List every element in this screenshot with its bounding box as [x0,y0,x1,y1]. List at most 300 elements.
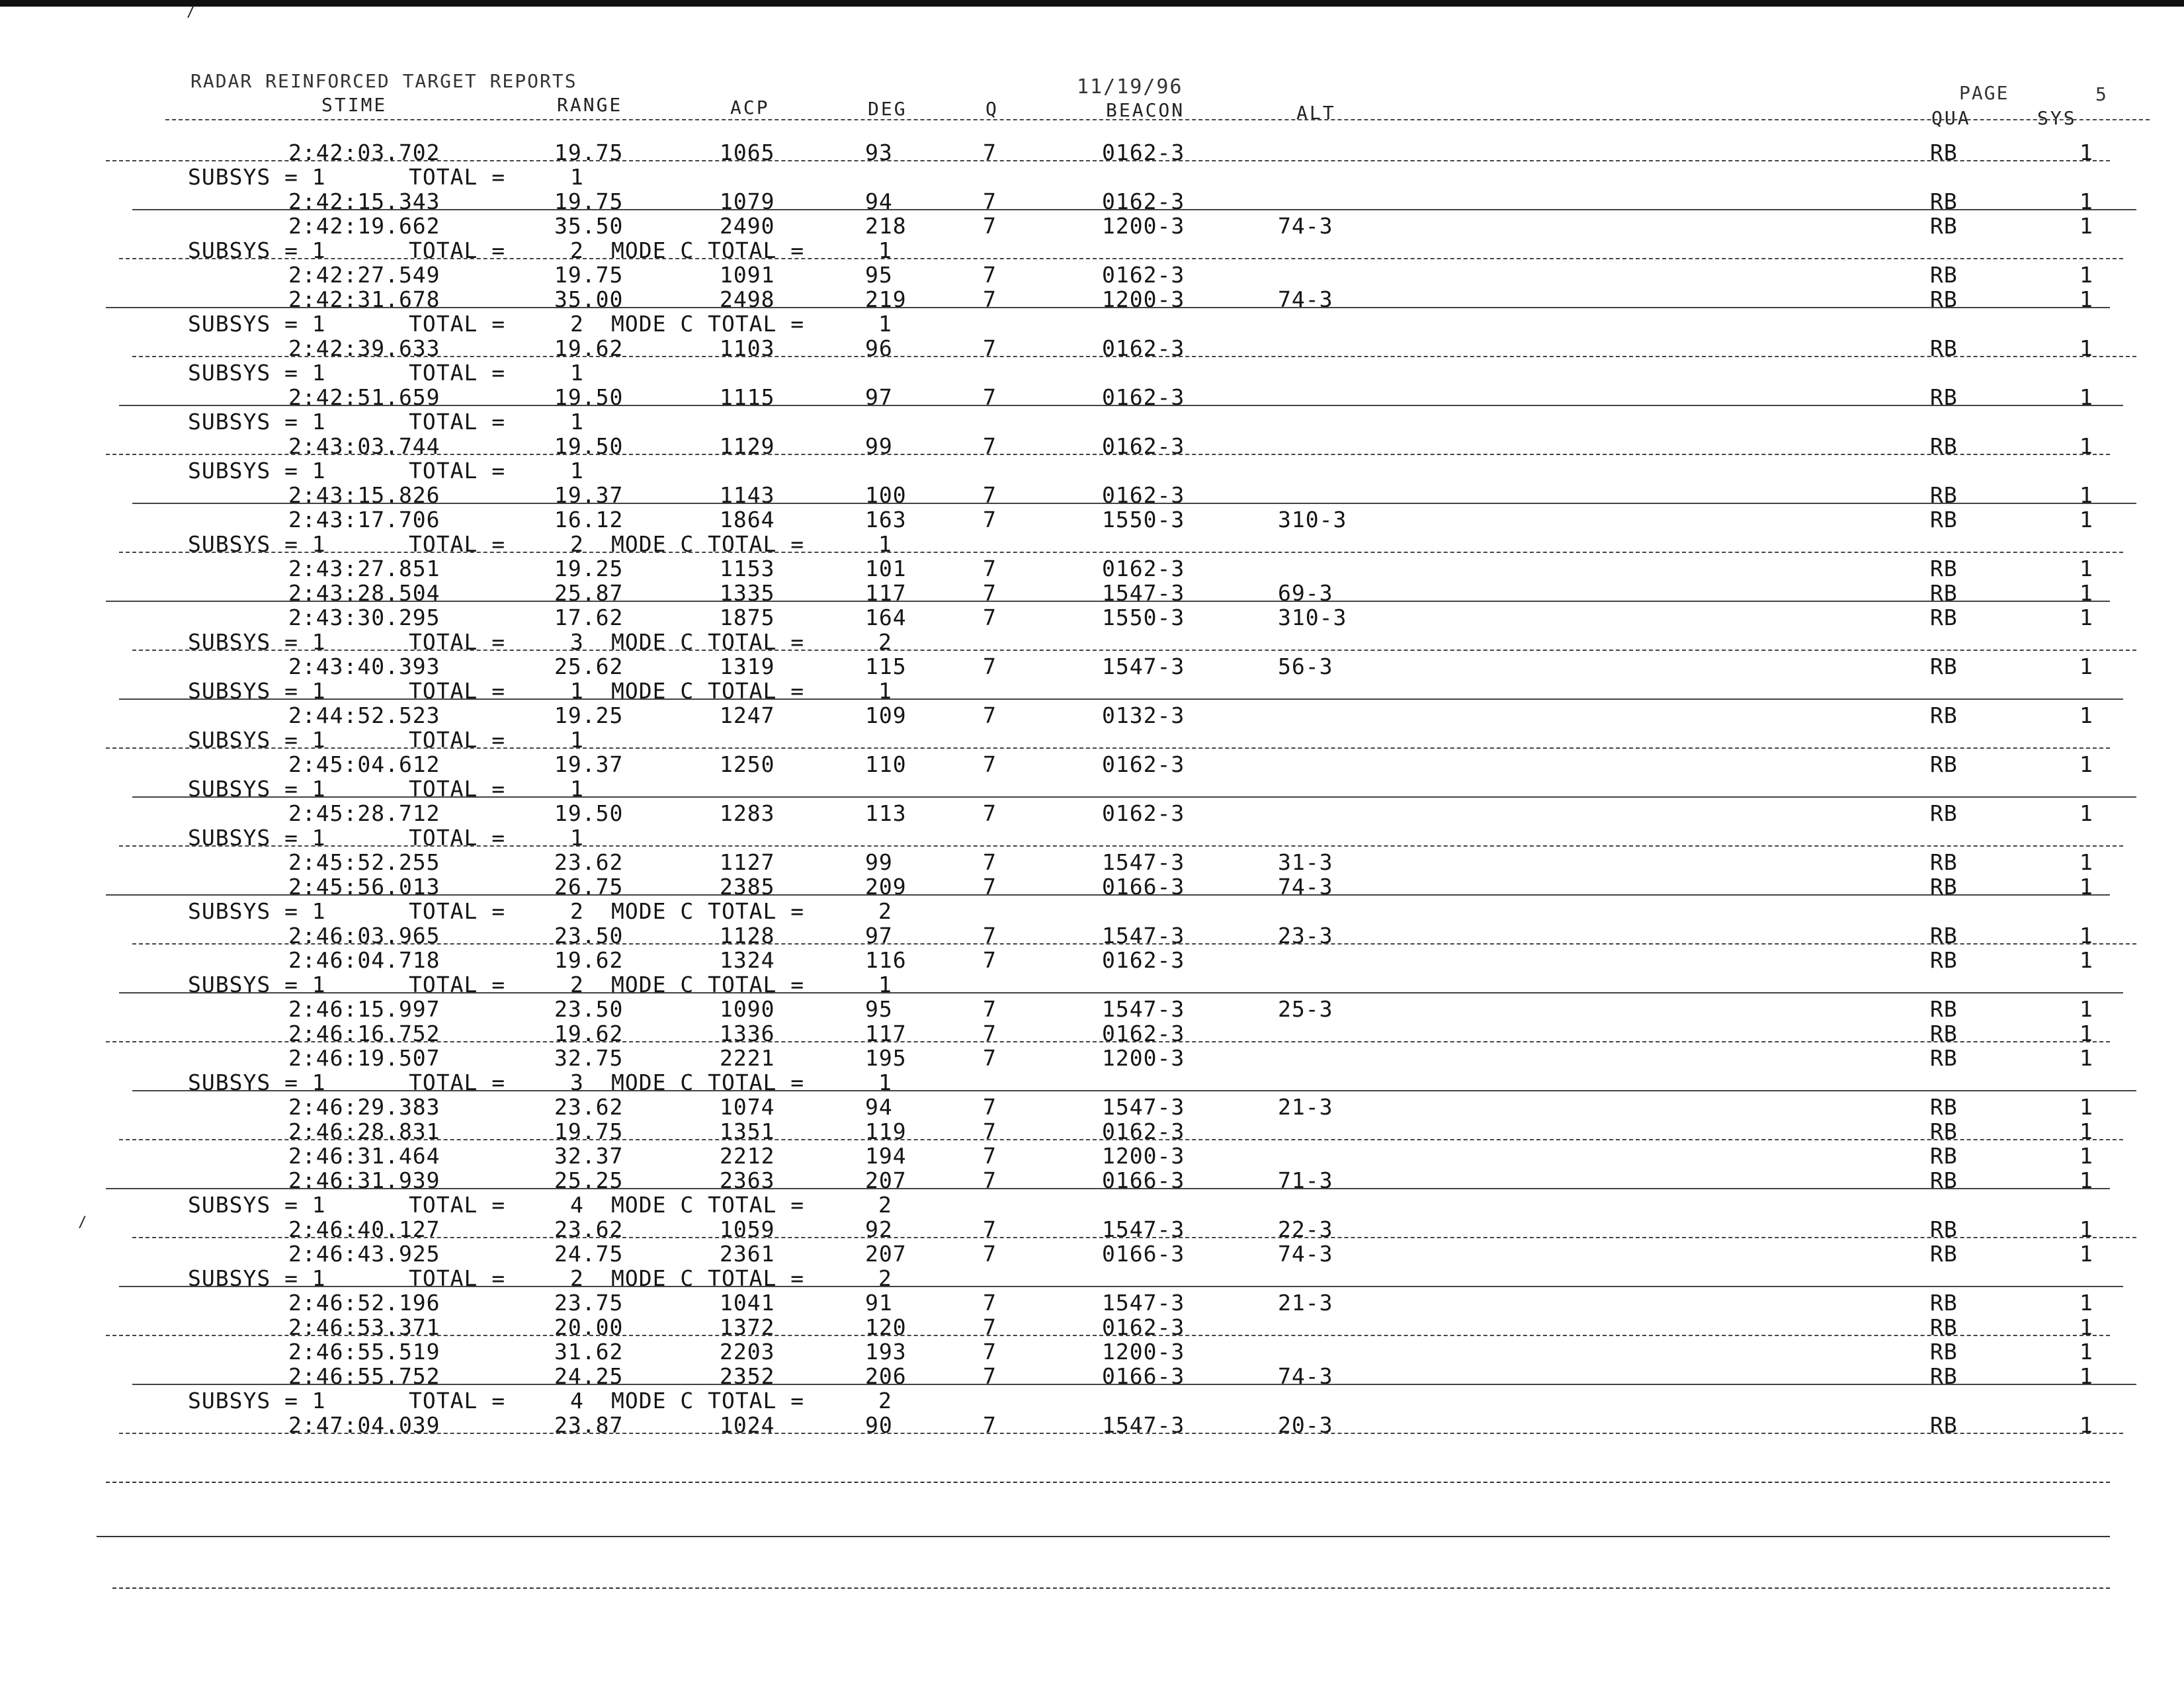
total-label: TOTAL = [409,311,506,337]
range-cell: 17.62 [554,605,624,630]
sys-cell: 1 [2079,702,2093,728]
subsys-label: SUBSYS = 1 [188,678,326,704]
total-label: TOTAL = [409,1388,506,1414]
subsys-label: SUBSYS = 1 [188,164,326,190]
acp-cell: 1041 [720,1290,775,1316]
q-cell: 7 [983,1241,997,1267]
beacon-cell: 0162-3 [1102,189,1185,214]
subsys-label: SUBSYS = 1 [188,409,326,435]
column-header-beacon: BEACON [1106,99,1185,121]
range-cell: 32.75 [554,1045,624,1071]
sys-cell: 1 [2079,1167,2093,1193]
subsys-label: SUBSYS = 1 [188,898,326,924]
column-header-range: RANGE [557,94,623,116]
deg-cell: 195 [865,1045,907,1071]
beacon-cell: 0162-3 [1102,433,1185,459]
range-cell: 23.87 [554,1412,624,1438]
q-cell: 7 [983,1290,997,1316]
total-label: TOTAL = [409,164,506,190]
time-cell: 2:46:04.718 [288,947,441,973]
deg-cell: 117 [865,580,907,606]
time-cell: 2:43:30.295 [288,605,441,630]
report-title: RADAR REINFORCED TARGET REPORTS [190,70,577,92]
alt-cell: 74-3 [1278,286,1333,312]
deg-cell: 219 [865,286,907,312]
q-cell: 7 [983,189,997,214]
q-cell: 7 [983,874,997,900]
qua-cell: RB [1930,849,1958,875]
sys-cell: 1 [2079,384,2093,410]
deg-cell: 109 [865,702,907,728]
time-cell: 2:46:31.464 [288,1143,441,1169]
total-label: TOTAL = [409,776,506,802]
q-cell: 7 [983,140,997,165]
qua-cell: RB [1930,605,1958,630]
qua-cell: RB [1930,482,1958,508]
row-rule [106,601,2110,602]
row-rule [119,698,2123,700]
deg-cell: 115 [865,654,907,679]
subsys-label: SUBSYS = 1 [188,776,326,802]
total-value: 2 [570,531,584,557]
q-cell: 7 [983,702,997,728]
qua-cell: RB [1930,556,1958,581]
deg-cell: 94 [865,189,893,214]
row-rule [106,747,2110,749]
alt-cell: 74-3 [1278,213,1333,239]
mode-c-total-label: MODE C TOTAL = [611,898,805,924]
alt-cell: 56-3 [1278,654,1333,679]
row-rule [106,1188,2110,1189]
mode-c-total-label: MODE C TOTAL = [611,1070,805,1095]
total-label: TOTAL = [409,237,506,263]
beacon-cell: 0162-3 [1102,482,1185,508]
qua-cell: RB [1930,384,1958,410]
range-cell: 35.50 [554,213,624,239]
alt-cell: 310-3 [1278,605,1347,630]
time-cell: 2:46:31.939 [288,1167,441,1193]
total-value: 2 [570,898,584,924]
range-cell: 20.00 [554,1314,624,1340]
deg-cell: 164 [865,605,907,630]
sys-cell: 1 [2079,140,2093,165]
time-cell: 2:46:40.127 [288,1216,441,1242]
subsys-label: SUBSYS = 1 [188,360,326,386]
q-cell: 7 [983,1167,997,1193]
sys-cell: 1 [2079,433,2093,459]
total-value: 1 [570,164,584,190]
q-cell: 7 [983,507,997,532]
range-cell: 23.50 [554,996,624,1022]
qua-cell: RB [1930,1094,1958,1120]
time-cell: 2:43:17.706 [288,507,441,532]
range-cell: 32.37 [554,1143,624,1169]
beacon-cell: 1547-3 [1102,1216,1185,1242]
time-cell: 2:46:29.383 [288,1094,441,1120]
acp-cell: 2385 [720,874,775,900]
qua-cell: RB [1930,335,1958,361]
alt-cell: 31-3 [1278,849,1333,875]
qua-cell: RB [1930,433,1958,459]
deg-cell: 94 [865,1094,893,1120]
total-value: 2 [570,311,584,337]
sys-cell: 1 [2079,849,2093,875]
total-label: TOTAL = [409,1192,506,1218]
range-cell: 26.75 [554,874,624,900]
mode-c-total-value: 2 [878,898,892,924]
time-cell: 2:43:28.504 [288,580,441,606]
time-cell: 2:45:52.255 [288,849,441,875]
qua-cell: RB [1930,874,1958,900]
q-cell: 7 [983,556,997,581]
deg-cell: 207 [865,1241,907,1267]
qua-cell: RB [1930,1290,1958,1316]
deg-cell: 116 [865,947,907,973]
acp-cell: 2352 [720,1363,775,1389]
page-number: 5 [2095,83,2108,105]
deg-cell: 93 [865,140,893,165]
range-cell: 19.50 [554,433,624,459]
time-cell: 2:46:55.519 [288,1339,441,1365]
qua-cell: RB [1930,189,1958,214]
sys-cell: 1 [2079,1143,2093,1169]
time-cell: 2:43:15.826 [288,482,441,508]
sys-cell: 1 [2079,1339,2093,1365]
alt-cell: 25-3 [1278,996,1333,1022]
alt-cell: 20-3 [1278,1412,1333,1438]
range-cell: 23.50 [554,923,624,949]
row-rule [119,845,2123,847]
subsys-label: SUBSYS = 1 [188,1388,326,1414]
beacon-cell: 1547-3 [1102,580,1185,606]
total-value: 3 [570,1070,584,1095]
acp-cell: 2221 [720,1045,775,1071]
range-cell: 19.25 [554,702,624,728]
time-cell: 2:42:03.702 [288,140,441,165]
beacon-cell: 0162-3 [1102,751,1185,777]
time-cell: 2:42:27.549 [288,262,441,288]
range-cell: 19.75 [554,262,624,288]
total-label: TOTAL = [409,458,506,484]
qua-cell: RB [1930,1045,1958,1071]
deg-cell: 110 [865,751,907,777]
acp-cell: 2363 [720,1167,775,1193]
range-cell: 19.25 [554,556,624,581]
q-cell: 7 [983,1045,997,1071]
deg-cell: 96 [865,335,893,361]
total-label: TOTAL = [409,409,506,435]
acp-cell: 1250 [720,751,775,777]
acp-cell: 1143 [720,482,775,508]
acp-cell: 1283 [720,800,775,826]
deg-cell: 113 [865,800,907,826]
beacon-cell: 1200-3 [1102,1045,1185,1071]
row-rule [132,209,2136,210]
column-header-acp: ACP [730,97,770,118]
sys-cell: 1 [2079,286,2093,312]
total-value: 1 [570,678,584,704]
mode-c-total-label: MODE C TOTAL = [611,237,805,263]
mode-c-total-value: 1 [878,237,892,263]
acp-cell: 1127 [720,849,775,875]
qua-cell: RB [1930,140,1958,165]
range-cell: 19.37 [554,751,624,777]
deg-cell: 163 [865,507,907,532]
mode-c-total-value: 1 [878,311,892,337]
time-cell: 2:43:03.744 [288,433,441,459]
q-cell: 7 [983,1339,997,1365]
qua-cell: RB [1930,947,1958,973]
deg-cell: 207 [865,1167,907,1193]
sys-cell: 1 [2079,1045,2093,1071]
qua-cell: RB [1930,1021,1958,1046]
row-rule [119,405,2123,406]
time-cell: 2:46:53.371 [288,1314,441,1340]
page-label: PAGE [1959,82,2009,104]
qua-cell: RB [1930,262,1958,288]
q-cell: 7 [983,335,997,361]
sys-cell: 1 [2079,1241,2093,1267]
total-value: 2 [570,237,584,263]
q-cell: 7 [983,1021,997,1046]
beacon-cell: 0166-3 [1102,874,1185,900]
acp-cell: 1103 [720,335,775,361]
acp-cell: 1115 [720,384,775,410]
sys-cell: 1 [2079,1118,2093,1144]
total-value: 1 [570,458,584,484]
deg-cell: 120 [865,1314,907,1340]
qua-cell: RB [1930,286,1958,312]
deg-cell: 117 [865,1021,907,1046]
mode-c-total-value: 2 [878,1265,892,1291]
total-value: 1 [570,409,584,435]
time-cell: 2:46:28.831 [288,1118,441,1144]
beacon-cell: 1547-3 [1102,1094,1185,1120]
qua-cell: RB [1930,1167,1958,1193]
row-rule [106,454,2110,455]
qua-cell: RB [1930,751,1958,777]
range-cell: 19.50 [554,800,624,826]
range-cell: 19.75 [554,140,624,165]
total-label: TOTAL = [409,1265,506,1291]
beacon-cell: 1550-3 [1102,507,1185,532]
beacon-cell: 0166-3 [1102,1363,1185,1389]
acp-cell: 1024 [720,1412,775,1438]
total-label: TOTAL = [409,727,506,753]
time-cell: 2:46:55.752 [288,1363,441,1389]
beacon-cell: 1547-3 [1102,654,1185,679]
deg-cell: 97 [865,384,893,410]
row-rule [132,1237,2136,1238]
acp-cell: 1335 [720,580,775,606]
qua-cell: RB [1930,1216,1958,1242]
time-cell: 2:46:19.507 [288,1045,441,1071]
mode-c-total-value: 2 [878,629,892,655]
time-cell: 2:44:52.523 [288,702,441,728]
mode-c-total-label: MODE C TOTAL = [611,1192,805,1218]
q-cell: 7 [983,580,997,606]
row-rule [132,1090,2136,1091]
row-rule [132,943,2136,945]
q-cell: 7 [983,1363,997,1389]
mode-c-total-value: 1 [878,1070,892,1095]
range-cell: 25.25 [554,1167,624,1193]
row-rule [106,1335,2110,1336]
blank-line [112,1587,2110,1589]
column-header-time: STIME [321,94,388,116]
total-value: 1 [570,776,584,802]
sys-cell: 1 [2079,1314,2093,1340]
range-cell: 24.75 [554,1241,624,1267]
qua-cell: RB [1930,1339,1958,1365]
total-label: TOTAL = [409,825,506,851]
acp-cell: 2361 [720,1241,775,1267]
header-underline [165,119,2150,120]
total-value: 4 [570,1388,584,1414]
range-cell: 19.75 [554,1118,624,1144]
time-cell: 2:46:52.196 [288,1290,441,1316]
subsys-label: SUBSYS = 1 [188,531,326,557]
range-cell: 19.62 [554,1021,624,1046]
q-cell: 7 [983,923,997,949]
sys-cell: 1 [2079,1363,2093,1389]
sys-cell: 1 [2079,800,2093,826]
mode-c-total-value: 2 [878,1388,892,1414]
row-rule [132,650,2136,651]
q-cell: 7 [983,751,997,777]
time-cell: 2:43:40.393 [288,654,441,679]
sys-cell: 1 [2079,996,2093,1022]
total-value: 1 [570,825,584,851]
sys-cell: 1 [2079,335,2093,361]
beacon-cell: 1547-3 [1102,1290,1185,1316]
alt-cell: 21-3 [1278,1094,1333,1120]
qua-cell: RB [1930,996,1958,1022]
subsys-label: SUBSYS = 1 [188,458,326,484]
beacon-cell: 0166-3 [1102,1241,1185,1267]
range-cell: 23.62 [554,1216,624,1242]
mode-c-total-label: MODE C TOTAL = [611,678,805,704]
mode-c-total-value: 2 [878,1192,892,1218]
deg-cell: 91 [865,1290,893,1316]
sys-cell: 1 [2079,751,2093,777]
beacon-cell: 1547-3 [1102,996,1185,1022]
beacon-cell: 1200-3 [1102,1143,1185,1169]
acp-cell: 2212 [720,1143,775,1169]
column-header-sys: SYS [2037,107,2077,129]
sys-cell: 1 [2079,1094,2093,1120]
qua-cell: RB [1930,213,1958,239]
beacon-cell: 0166-3 [1102,1167,1185,1193]
qua-cell: RB [1930,1118,1958,1144]
row-rule [106,160,2110,161]
time-cell: 2:42:39.633 [288,335,441,361]
sys-cell: 1 [2079,556,2093,581]
beacon-cell: 0162-3 [1102,1118,1185,1144]
sys-cell: 1 [2079,507,2093,532]
qua-cell: RB [1930,702,1958,728]
column-header-deg: DEG [868,98,907,120]
beacon-cell: 1200-3 [1102,213,1185,239]
q-cell: 7 [983,947,997,973]
range-cell: 19.50 [554,384,624,410]
alt-cell: 21-3 [1278,1290,1333,1316]
sys-cell: 1 [2079,1216,2093,1242]
row-rule [132,796,2136,798]
qua-cell: RB [1930,1412,1958,1438]
qua-cell: RB [1930,1143,1958,1169]
total-value: 2 [570,972,584,997]
column-header-qua: QUA [1931,107,1971,129]
time-cell: 2:42:15.343 [288,189,441,214]
time-cell: 2:42:31.678 [288,286,441,312]
beacon-cell: 0132-3 [1102,702,1185,728]
q-cell: 7 [983,433,997,459]
row-rule [119,1139,2123,1140]
row-rule [106,307,2110,308]
subsys-label: SUBSYS = 1 [188,1265,326,1291]
beacon-cell: 1200-3 [1102,1339,1185,1365]
blank-line [97,1536,2110,1537]
range-cell: 31.62 [554,1339,624,1365]
subsys-label: SUBSYS = 1 [188,825,326,851]
subsys-label: SUBSYS = 1 [188,727,326,753]
sys-cell: 1 [2079,947,2093,973]
q-cell: 7 [983,213,997,239]
row-rule [106,894,2110,896]
mode-c-total-label: MODE C TOTAL = [611,1388,805,1414]
range-cell: 35.00 [554,286,624,312]
deg-cell: 95 [865,996,893,1022]
range-cell: 25.87 [554,580,624,606]
sys-cell: 1 [2079,482,2093,508]
q-cell: 7 [983,384,997,410]
q-cell: 7 [983,849,997,875]
row-rule [132,1384,2136,1385]
report-date: 11/19/96 [1077,75,1183,99]
range-cell: 16.12 [554,507,624,532]
q-cell: 7 [983,654,997,679]
sys-cell: 1 [2079,874,2093,900]
acp-cell: 1336 [720,1021,775,1046]
alt-cell: 69-3 [1278,580,1333,606]
q-cell: 7 [983,1314,997,1340]
deg-cell: 218 [865,213,907,239]
row-rule [119,992,2123,993]
alt-cell: 22-3 [1278,1216,1333,1242]
sys-cell: 1 [2079,923,2093,949]
q-cell: 7 [983,262,997,288]
beacon-cell: 1547-3 [1102,923,1185,949]
alt-cell: 71-3 [1278,1167,1333,1193]
acp-cell: 1153 [720,556,775,581]
deg-cell: 206 [865,1363,907,1389]
range-cell: 23.62 [554,849,624,875]
pen-mark: / [187,4,196,21]
time-cell: 2:47:04.039 [288,1412,441,1438]
beacon-cell: 0162-3 [1102,140,1185,165]
acp-cell: 1129 [720,433,775,459]
mode-c-total-value: 1 [878,531,892,557]
total-label: TOTAL = [409,972,506,997]
beacon-cell: 0162-3 [1102,1314,1185,1340]
range-cell: 19.37 [554,482,624,508]
deg-cell: 209 [865,874,907,900]
beacon-cell: 1547-3 [1102,1412,1185,1438]
target-report-row [0,1413,2184,1462]
qua-cell: RB [1930,580,1958,606]
deg-cell: 194 [865,1143,907,1169]
